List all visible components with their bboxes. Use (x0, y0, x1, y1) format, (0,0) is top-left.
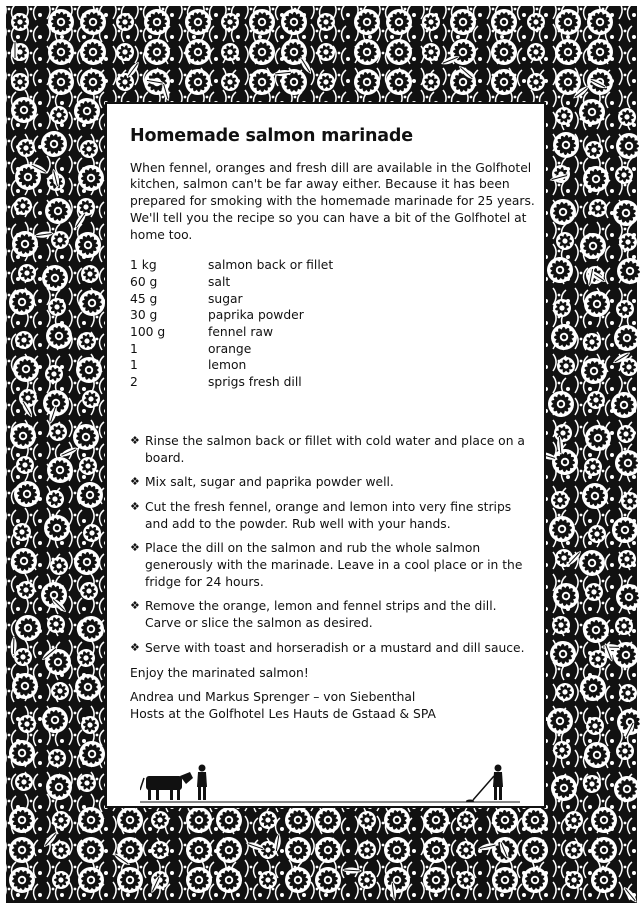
ingredient-item: sprigs fresh dill (208, 375, 302, 390)
diamond-bullet-icon: ❖ (130, 499, 140, 513)
step-item (130, 640, 535, 657)
diamond-bullet-icon: ❖ (130, 541, 140, 555)
cow-and-farmer-illustration (140, 765, 207, 801)
step-text: Place the dill on the salmon and rub the whole salmon generously with the marinade. Leave in a cool place or in the fridge for 24 hours. (145, 541, 523, 589)
signature-hosts: Hosts at the Golfhotel Les Hauts de Gstaad & SPA (130, 706, 436, 721)
step-item (130, 540, 535, 590)
ingredient-row (130, 341, 333, 358)
step-text: Remove the orange, lemon and fennel strips and the dill. Carve or slice the salmon as desired. (145, 599, 497, 631)
ingredient-qty: 60 g (130, 274, 158, 289)
step-text: Mix salt, sugar and paprika powder well. (145, 475, 394, 490)
ingredient-qty: 30 g (130, 308, 158, 323)
closing-line: Enjoy the marinated salmon! (130, 665, 309, 680)
ingredient-row (130, 307, 333, 324)
step-item (130, 474, 535, 491)
ingredient-qty: 2 (130, 375, 138, 390)
golfer-illustration (466, 765, 503, 803)
step-text: Cut the fresh fennel, orange and lemon into very fine strips and add to the powder. Rub well with your hands. (145, 499, 512, 531)
ingredient-item: salt (208, 274, 231, 289)
recipe-title: Homemade salmon marinade (130, 126, 413, 146)
ingredient-item: salmon back or fillet (208, 258, 334, 273)
step-item (130, 433, 535, 466)
ingredient-row (130, 291, 333, 308)
ingredient-row (130, 274, 333, 291)
pasture-scene (140, 760, 520, 810)
diamond-bullet-icon: ❖ (130, 433, 140, 447)
flower-icon (591, 837, 617, 863)
ingredient-qty: 1 (130, 358, 138, 373)
ingredient-item: paprika powder (208, 308, 304, 323)
ingredient-item: lemon (208, 358, 247, 373)
preparation-steps (130, 433, 535, 657)
diamond-bullet-icon: ❖ (130, 599, 140, 613)
ingredient-row (130, 324, 333, 341)
recipe-content (130, 128, 535, 723)
flower-icon (616, 133, 642, 159)
diamond-bullet-icon: ❖ (130, 640, 140, 654)
ingredient-row (130, 257, 333, 274)
ingredient-qty: 1 (130, 341, 138, 356)
ingredient-row (130, 357, 333, 374)
ingredient-item: orange (208, 341, 252, 356)
diamond-bullet-icon: ❖ (130, 475, 140, 489)
step-text: Rinse the salmon back or fillet with cold water and place on a board. (145, 433, 525, 465)
signature-names: Andrea und Markus Sprenger – von Siebenthal (130, 690, 416, 705)
ingredient-qty: 1 kg (130, 258, 157, 273)
ingredient-qty: 100 g (130, 325, 166, 340)
step-item (130, 598, 535, 631)
ingredient-list (130, 257, 333, 391)
ingredient-qty: 45 g (130, 291, 158, 306)
ingredient-item: fennel raw (208, 325, 274, 340)
step-item (130, 499, 535, 532)
ingredient-row (130, 374, 333, 391)
recipe-intro: When fennel, oranges and fresh dill are available in the Golfhotel kitchen, salmon can't be far away either. Because it has been prepared for smoking with the homemade marinade for 25 years. We'll tell you the recipe so you can have a bit of the Golfhotel at home too. (130, 160, 535, 242)
step-text: Serve with toast and horseradish or a mustard and dill sauce. (145, 640, 525, 655)
ingredient-item: sugar (208, 291, 243, 306)
